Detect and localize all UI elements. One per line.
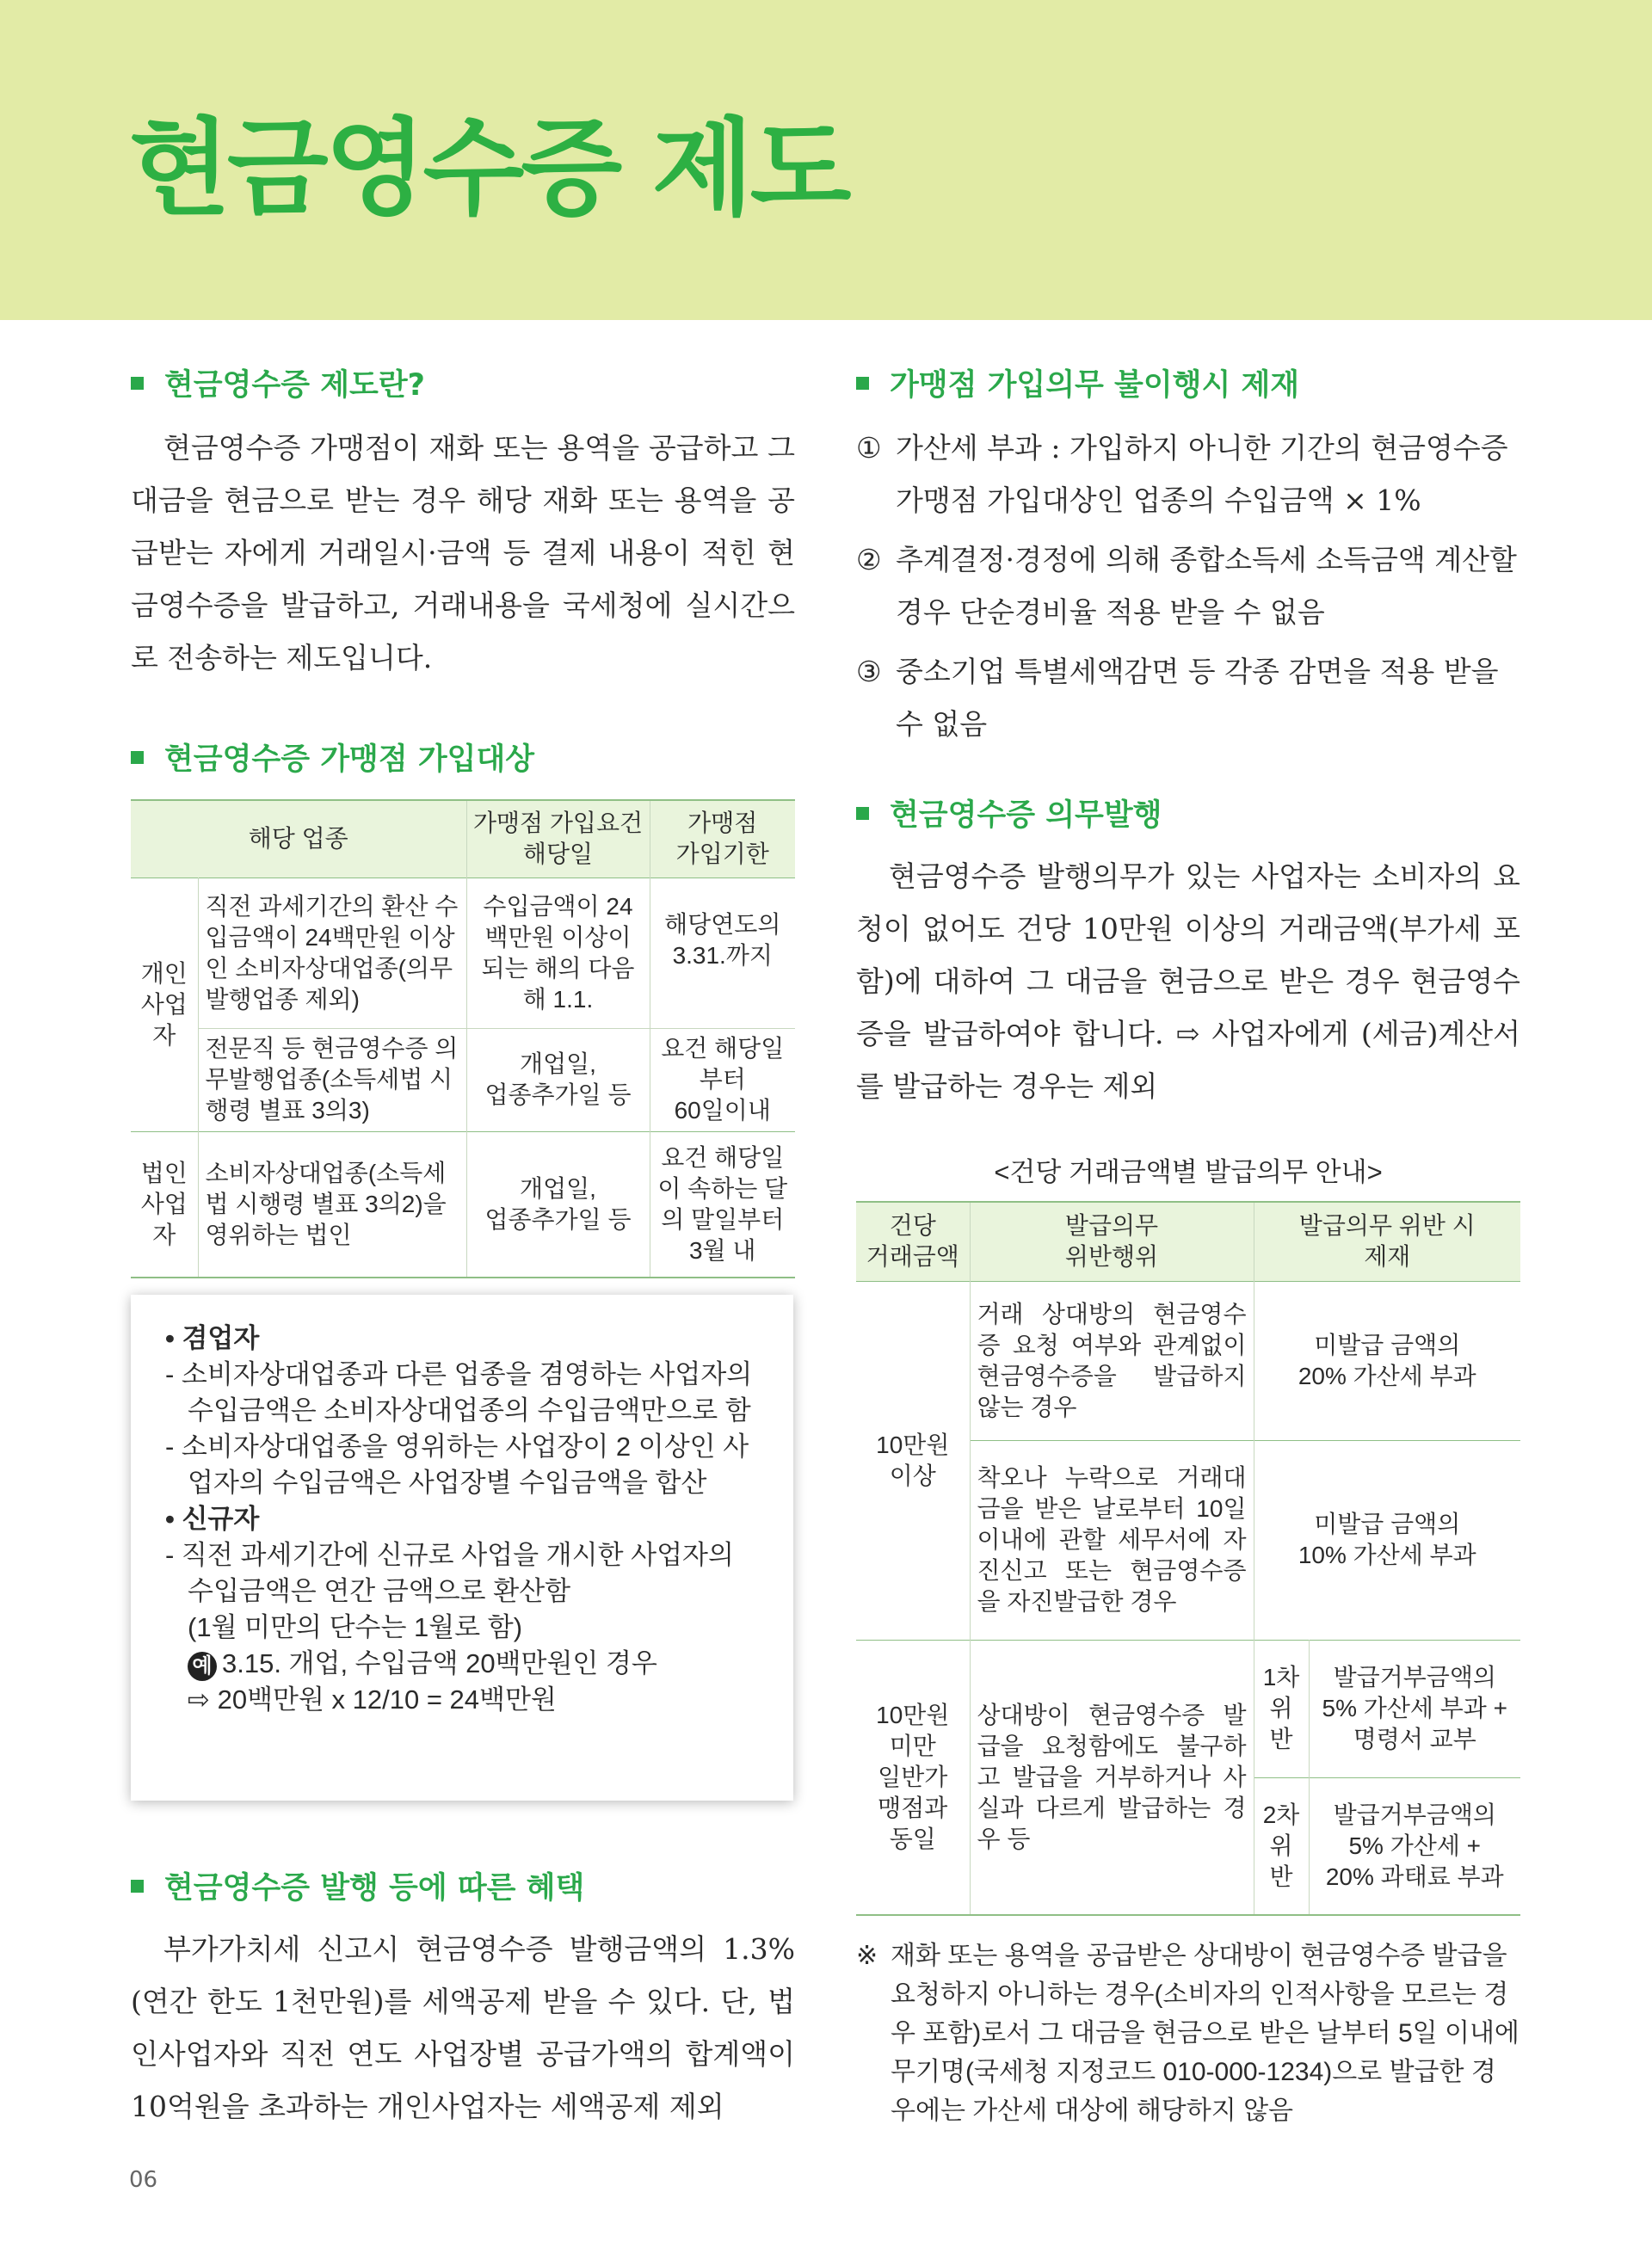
amount-cell: 10만원 이상 bbox=[876, 1431, 950, 1489]
box-bullet: • 겸업자 bbox=[165, 1323, 260, 1353]
benefit-paragraph: 부가가치세 신고시 현금영수증 발행금액의 1.3%(연간 한도 1천만원)를 세액공제 받을 수 있다. 단, 법인사업자와 직전 연도 사업장별 공급가액의 합계액이 10억원을 초과하는 개인사업자는 세액공제 제외 bbox=[131, 1932, 795, 2123]
table-header: 가맹점 가입요건 해당일 bbox=[466, 800, 650, 878]
table-caption: <건당 거래금액별 발급의무 안내> bbox=[994, 1157, 1383, 1187]
table-header: 발급의무 위반행위 bbox=[970, 1202, 1254, 1281]
left-column bbox=[131, 361, 795, 1278]
list-item: ② 추계결정·경정에 의해 종합소득세 소득금액 계산할 경우 단순경비율 적용 받을 수 없음 bbox=[856, 543, 1517, 629]
square-bullet-icon bbox=[856, 377, 869, 390]
table-cell: 착오나 누락으로 거래대금을 받은 날로부터 10일 이내에 관할 세무서에 자진신고 또는 현금영수증을 자진발급한 경우 bbox=[970, 1440, 1254, 1640]
violation-label: 2차 위 반 bbox=[1254, 1777, 1309, 1915]
table-cell: 미발급 금액의 20% 가산세 부과 bbox=[1254, 1281, 1520, 1440]
table-cell: 발급거부금액의 5% 가산세 부과 + 명령서 교부 bbox=[1309, 1640, 1520, 1777]
box-item: (1월 미만의 단수는 1월로 함) bbox=[188, 1612, 523, 1642]
group-label: 개인 사업 자 bbox=[140, 959, 188, 1049]
table-cell: 요건 해당일 부터 60일이내 bbox=[650, 1028, 795, 1131]
table-header: 건당 거래금액 bbox=[856, 1202, 970, 1281]
section-heading: 현금영수증 제도란? bbox=[131, 361, 795, 404]
box-item: - 소비자상대업종과 다른 업종을 겸영하는 사업자의 수입금액은 소비자상대업종의 수입금액만으로 함 bbox=[165, 1359, 753, 1426]
penalty-table bbox=[856, 1201, 1520, 1916]
left-column-bottom bbox=[131, 1864, 795, 2133]
violation-label: 1차 위 반 bbox=[1254, 1640, 1309, 1777]
table-header: 가맹점 가입기한 bbox=[650, 800, 795, 878]
list-item: ③ 중소기업 특별세액감면 등 각종 감면을 적용 받을 수 없음 bbox=[856, 655, 1499, 741]
section-heading: 가맹점 가입의무 불이행시 제재 bbox=[856, 361, 1520, 404]
table-cell: 개업일, 업종추가일 등 bbox=[466, 1028, 650, 1131]
example-line: 예 3.15. 개업, 수입금액 20백만원인 경우 bbox=[165, 1646, 759, 1682]
table-header: 해당 업종 bbox=[131, 800, 466, 878]
table-cell: 해당연도의 3.31.까지 bbox=[650, 878, 795, 1028]
square-bullet-icon bbox=[131, 1880, 144, 1893]
enrollment-table bbox=[131, 799, 795, 1278]
example-result: ⇨ 20백만원 x 12/10 = 24백만원 bbox=[188, 1684, 557, 1715]
table-cell: 요건 해당일 이 속하는 달 의 말일부터 3월 내 bbox=[650, 1131, 795, 1278]
box-item: - 소비자상대업종을 영위하는 사업장이 2 이상인 사업자의 수입금액은 사업장별 수입금액을 합산 bbox=[165, 1432, 749, 1498]
table-cell: 개업일, 업종추가일 등 bbox=[466, 1131, 650, 1278]
table-header: 발급의무 위반 시 제재 bbox=[1254, 1202, 1520, 1281]
right-column bbox=[856, 361, 1520, 2130]
table-cell: 상대방이 현금영수증 발급을 요청함에도 불구하고 발급을 거부하거나 사실과 다르게 발급하는 경우 등 bbox=[970, 1640, 1254, 1915]
table-cell: 발급거부금액의 5% 가산세 + 20% 과태료 부과 bbox=[1309, 1777, 1520, 1915]
issuance-paragraph: 현금영수증 발행의무가 있는 사업자는 소비자의 요청이 없어도 건당 10만원 이상의 거래금액(부가세 포함)에 대하여 그 대금을 현금으로 받은 경우 현금영수증을 발급하여야 합니다. ⇨ 사업자에게 (세금)계산서를 발급하는 경우는 제외 bbox=[856, 859, 1520, 1103]
section-heading: 현금영수증 발행 등에 따른 혜택 bbox=[131, 1864, 795, 1907]
table-cell: 직전 과세기간의 환산 수입금액이 24백만원 이상인 소비자상대업종(의무발행업종 제외) bbox=[198, 878, 466, 1028]
footnote: ※ 재화 또는 용역을 공급받은 상대방이 현금영수증 발급을 요청하지 아니하는 경우(소비자의 인적사항을 모르는 경우 포함)로서 그 대금을 현금으로 받은 날부터 5일 이내에 무기명(국세청 지정코드 010-000-1234)으로 발급한 경우에는 가산세 대상에 해당하지 않음 bbox=[856, 1942, 1519, 2125]
table-cell: 전문직 등 현금영수증 의무발행업종(소득세법 시행령 별표 3의3) bbox=[198, 1028, 466, 1131]
box-bullet: • 신규자 bbox=[165, 1504, 260, 1534]
amount-cell: 10만원 미만 일반가 맹점과 동일 bbox=[876, 1701, 950, 1852]
table-cell: 거래 상대방의 현금영수증 요청 여부와 관계없이 현금영수증을 발급하지 않는 경우 bbox=[970, 1281, 1254, 1440]
page-number: 06 bbox=[129, 2167, 158, 2193]
section-heading: 현금영수증 가맹점 가입대상 bbox=[131, 736, 795, 779]
page-title: 현금영수증 제도 bbox=[129, 108, 848, 230]
example-mark: 예 bbox=[188, 1652, 217, 1681]
group-label: 법인 사업 자 bbox=[140, 1159, 188, 1248]
square-bullet-icon bbox=[131, 751, 144, 764]
info-box bbox=[131, 1295, 793, 1801]
intro-paragraph: 현금영수증 가맹점이 재화 또는 용역을 공급하고 그 대금을 현금으로 받는 경우 해당 재화 또는 용역을 공급받는 자에게 거래일시·금액 등 결제 내용이 적힌 현금영수증을 발급하고, 거래내용을 국세청에 실시간으로 전송하는 제도입니다. bbox=[131, 431, 795, 674]
box-item: - 직전 과세기간에 신규로 사업을 개시한 사업자의 수입금액은 연간 금액으로 환산함 bbox=[165, 1540, 734, 1606]
list-item: ① 가산세 부과 : 가입하지 아니한 기간의 현금영수증 가맹점 가입대상인 업종의 수입금액 × 1% bbox=[856, 431, 1508, 517]
square-bullet-icon bbox=[856, 807, 869, 820]
table-cell: 소비자상대업종(소득세법 시행령 별표 3의2)을 영위하는 법인 bbox=[198, 1131, 466, 1278]
table-cell: 미발급 금액의 10% 가산세 부과 bbox=[1254, 1440, 1520, 1640]
square-bullet-icon bbox=[131, 377, 144, 390]
section-heading: 현금영수증 의무발행 bbox=[856, 791, 1520, 834]
table-cell: 수입금액이 24백만원 이상이 되는 해의 다음해 1.1. bbox=[466, 878, 650, 1028]
